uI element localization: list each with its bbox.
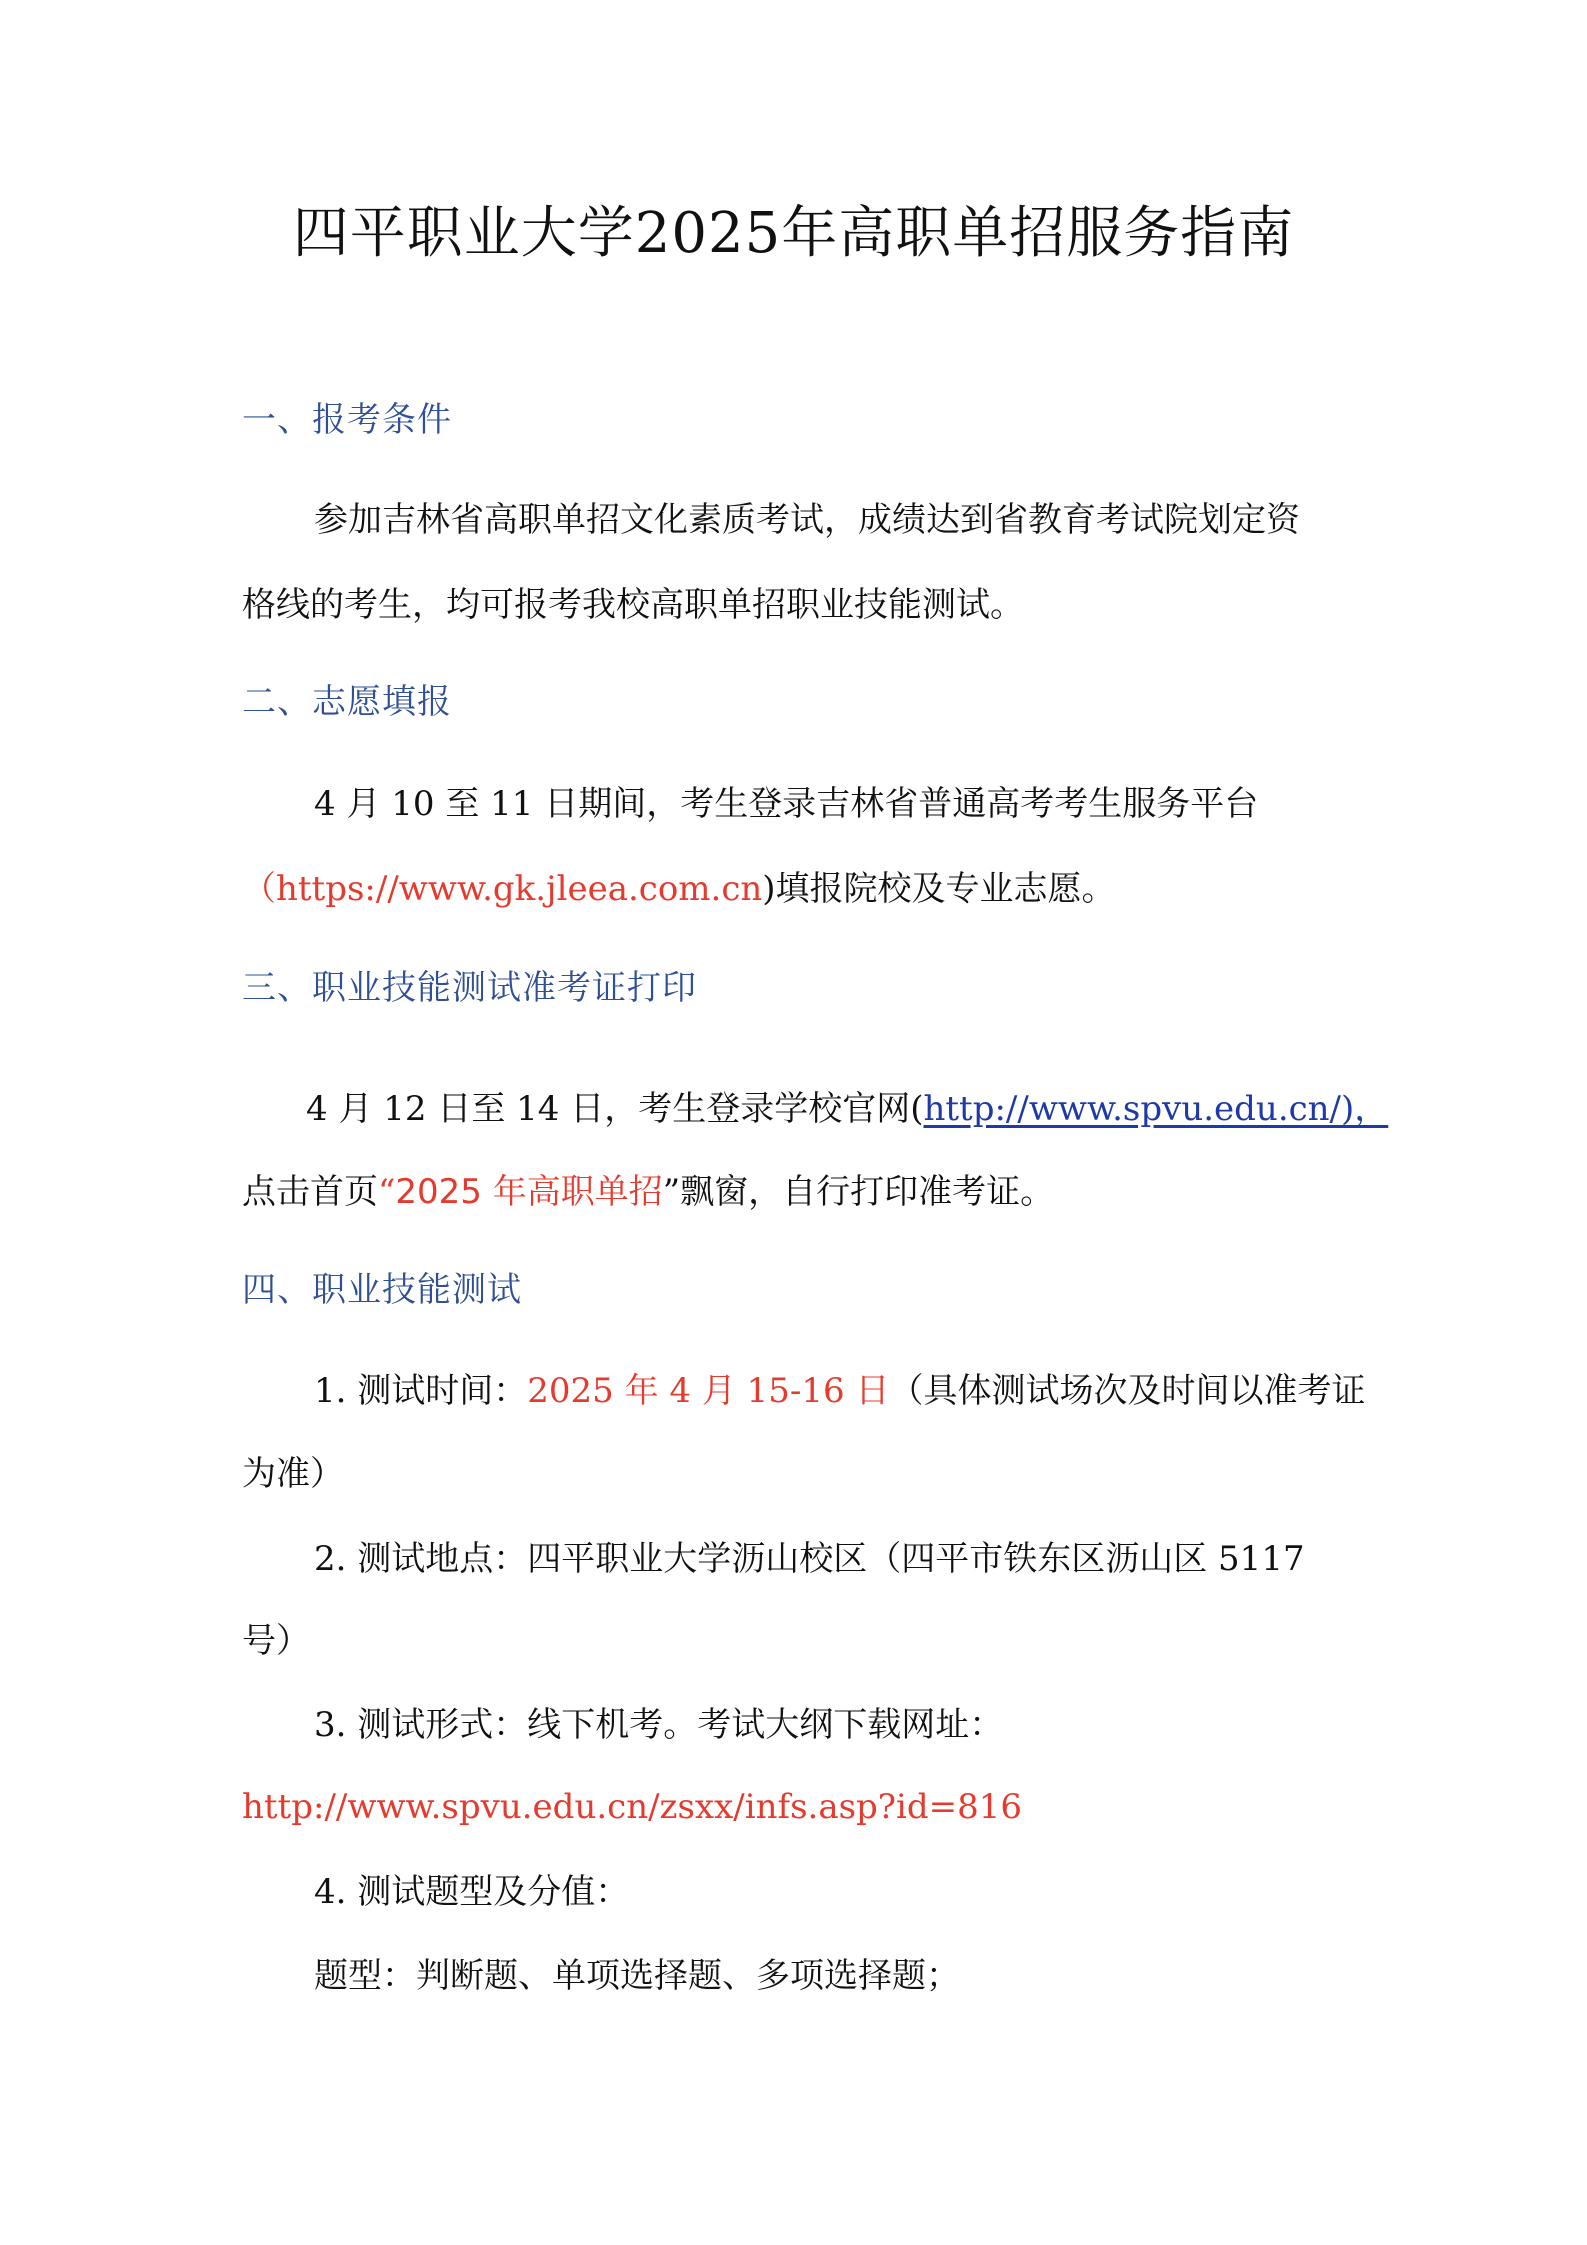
item-test-format-line1: 3. 测试形式：线下机考。考试大纲下载网址： bbox=[314, 1705, 1004, 1745]
section-heading-requirements: 一、报考条件 bbox=[242, 400, 452, 440]
paragraph-ticket-line2 bbox=[242, 1170, 1054, 1214]
paragraph-application-tail: )填报院校及专业志愿。 bbox=[762, 869, 1116, 909]
paragraph-requirements-line2: 格线的考生，均可报考我校高职单招职业技能测试。 bbox=[242, 585, 1024, 625]
paragraph-application-line1: 4 月 10 至 11 日期间，考生登录吉林省普通高考考生服务平台 bbox=[314, 784, 1259, 824]
paragraph-application-line2 bbox=[242, 867, 1116, 911]
item-test-location-line2: 号） bbox=[242, 1621, 310, 1661]
paragraph-ticket-line1 bbox=[306, 1087, 1388, 1131]
paragraph-ticket-text: 4 月 12 日至 14 日，考生登录学校官网( bbox=[306, 1089, 924, 1129]
exam-platform-url[interactable]: https://www.gk.jleea.com.cn bbox=[276, 869, 763, 909]
item-test-time-line1 bbox=[314, 1369, 1365, 1413]
school-website-link[interactable]: http://www.spvu.edu.cn/)， bbox=[923, 1089, 1389, 1129]
syllabus-download-url[interactable]: http://www.spvu.edu.cn/zsxx/infs.asp?id=816 bbox=[242, 1787, 1023, 1827]
section-heading-skills-test: 四、职业技能测试 bbox=[242, 1270, 522, 1310]
paragraph-requirements-line1: 参加吉林省高职单招文化素质考试，成绩达到省教育考试院划定资 bbox=[314, 500, 1300, 540]
item-test-time-value: 2025 年 4 月 15-16 日 bbox=[527, 1371, 890, 1411]
item-test-time-label: 1. 测试时间： bbox=[314, 1371, 528, 1411]
paragraph-ticket-start: 点击首页 bbox=[242, 1172, 378, 1212]
item-test-time-note: （具体测试场次及时间以准考证 bbox=[889, 1371, 1366, 1411]
popup-window-name: 2025 年高职单招 bbox=[395, 1172, 663, 1212]
quote-close: ” bbox=[662, 1172, 681, 1212]
item-question-types: 题型：判断题、单项选择题、多项选择题； bbox=[314, 1956, 960, 1996]
section-heading-application: 二、志愿填报 bbox=[242, 682, 452, 722]
item-question-types-heading: 4. 测试题型及分值： bbox=[314, 1872, 630, 1912]
item-test-time-line2: 为准） bbox=[242, 1454, 344, 1494]
paragraph-ticket-end: 飘窗，自行打印准考证。 bbox=[680, 1172, 1055, 1212]
quote-open: “ bbox=[378, 1172, 396, 1212]
section-heading-admission-ticket: 三、职业技能测试准考证打印 bbox=[242, 968, 697, 1008]
open-paren: （ bbox=[242, 869, 276, 909]
item-test-location-line1: 2. 测试地点：四平职业大学沥山校区（四平市铁东区沥山区 5117 bbox=[314, 1539, 1305, 1579]
document-title: 四平职业大学2025年高职单招服务指南 bbox=[292, 201, 1295, 266]
